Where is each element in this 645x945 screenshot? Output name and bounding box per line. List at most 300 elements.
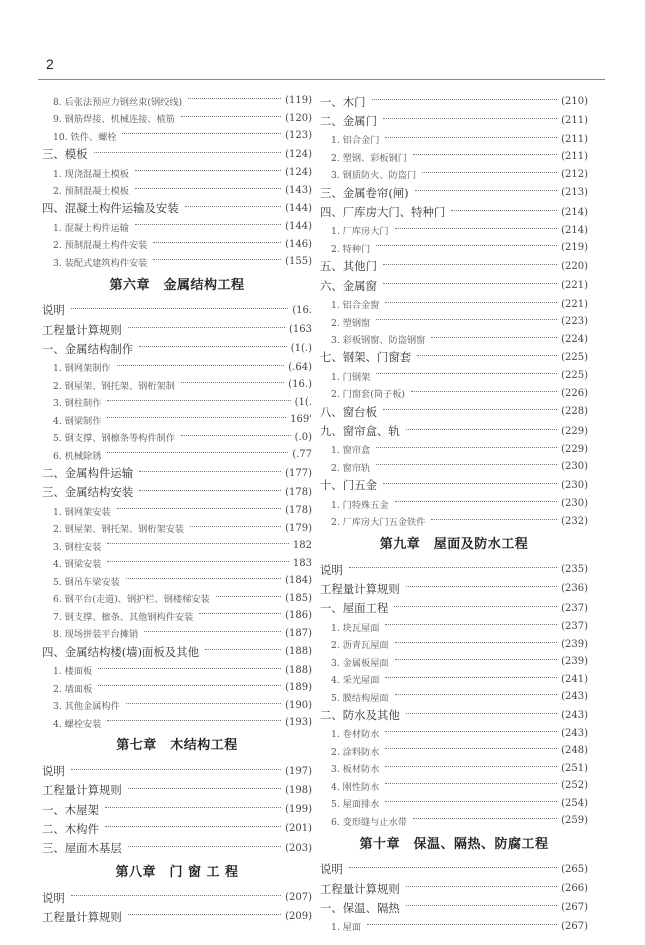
toc-entry-title: 3. 钢质防火、防盗门 <box>331 170 417 182</box>
toc-page-number: (265) <box>561 863 588 875</box>
leader-dots <box>385 731 557 732</box>
leader-dots <box>413 154 557 155</box>
leader-dots <box>406 905 557 906</box>
toc-page-number: (211) <box>561 133 588 145</box>
toc-entry-title: 四、混凝土构件运输及安装 <box>42 201 179 216</box>
toc-subentry[interactable] <box>42 661 312 679</box>
leader-dots <box>144 631 281 632</box>
toc-entry-title: 10. 铁件、螺栓 <box>53 131 117 143</box>
leader-dots <box>415 190 557 191</box>
toc-section-entry[interactable] <box>42 145 312 164</box>
toc-page-number: (230) <box>561 461 588 473</box>
toc-page-number: (251) <box>561 762 588 774</box>
toc-entry-title: 十、门五金 <box>320 478 377 493</box>
toc-entry-title: 1. 块瓦屋面 <box>331 622 380 634</box>
toc-subentry[interactable] <box>42 520 312 538</box>
toc-section-entry[interactable] <box>320 111 588 130</box>
toc-page-number: (207) <box>285 892 312 903</box>
toc-left-column <box>42 92 312 926</box>
toc-section-entry[interactable] <box>42 839 312 858</box>
toc-entry-title: 4. 钢梁安装 <box>53 559 102 571</box>
toc-subentry[interactable] <box>42 92 312 110</box>
toc-subentry[interactable] <box>42 590 312 608</box>
toc-section-entry[interactable] <box>320 202 588 221</box>
chapter-heading: 第八章 门 窗 工 程 <box>115 864 239 880</box>
leader-dots <box>376 464 557 465</box>
leader-dots <box>185 206 281 207</box>
leader-dots <box>376 373 557 374</box>
toc-subentry[interactable] <box>320 166 588 184</box>
toc-entry-title: 四、金属结构楼(墙)面板及其他 <box>42 644 199 659</box>
toc-entry-title: 说明 <box>42 303 65 318</box>
toc-entry-title: 2. 窗帘轨 <box>331 462 371 474</box>
leader-dots <box>181 382 284 383</box>
toc-subentry[interactable] <box>320 441 588 459</box>
toc-page-number: (188) <box>285 646 312 658</box>
toc-page-number: (219) <box>561 242 588 254</box>
leader-dots <box>126 703 281 704</box>
leader-dots <box>376 319 557 320</box>
toc-section-entry[interactable] <box>42 339 312 358</box>
toc-subentry[interactable] <box>320 313 588 331</box>
toc-entry-title: 3. 钢柱安装 <box>53 541 102 553</box>
leader-dots <box>105 807 281 808</box>
toc-entry-title: 2. 预制混凝土构件安装 <box>53 240 148 252</box>
toc-page-number: (214) <box>561 206 588 218</box>
toc-entry-title: 6. 变形缝与止水带 <box>331 816 407 828</box>
toc-page-number: (211) <box>561 151 588 163</box>
toc-page-number: (225) <box>561 351 588 363</box>
toc-page-number: (143) <box>285 184 312 196</box>
toc-right-column <box>320 92 588 935</box>
toc-entry-title: 一、金属结构制作 <box>42 341 134 356</box>
toc-page-number: (212) <box>561 168 588 180</box>
leader-dots <box>117 365 285 366</box>
toc-page-number: (16. <box>292 304 312 316</box>
leader-dots <box>383 118 557 119</box>
toc-entry-title: 一、木屋架 <box>42 802 99 817</box>
toc-subentry[interactable] <box>42 572 312 590</box>
toc-subentry[interactable] <box>42 555 312 573</box>
leader-dots <box>71 769 281 770</box>
toc-page-number: (239) <box>561 656 588 668</box>
toc-page-number: (179) <box>285 522 312 534</box>
toc-section-entry[interactable] <box>42 463 312 482</box>
toc-page-number: (184) <box>285 575 312 587</box>
toc-section-entry[interactable] <box>320 183 588 202</box>
toc-section-entry[interactable] <box>42 483 312 502</box>
toc-entry-title: 3. 板材防水 <box>331 764 380 776</box>
toc-subentry[interactable] <box>320 330 588 348</box>
toc-section-entry[interactable] <box>320 421 588 440</box>
page-number: 2 <box>46 56 54 72</box>
leader-dots <box>385 766 557 767</box>
toc-section-entry[interactable] <box>320 92 588 111</box>
leader-dots <box>199 613 281 614</box>
toc-page-number: 182 <box>292 540 312 552</box>
leader-dots <box>128 327 285 328</box>
leader-dots <box>153 242 281 243</box>
toc-subentry[interactable] <box>320 760 588 778</box>
toc-subentry[interactable] <box>320 670 588 688</box>
chapter-heading: 第六章 金属结构工程 <box>109 277 245 293</box>
leader-dots <box>105 826 281 827</box>
leader-dots <box>385 801 557 802</box>
toc-section-entry[interactable] <box>42 819 312 838</box>
toc-page-number: (228) <box>561 406 588 418</box>
toc-entry-title: 9. 钢筋焊接、机械连接、植筋 <box>53 114 175 126</box>
toc-subentry[interactable] <box>320 812 588 830</box>
toc-subentry[interactable] <box>42 607 312 625</box>
leader-dots <box>367 924 557 925</box>
toc-section-entry[interactable] <box>320 257 588 276</box>
toc-entry-title: 1. 楼面板 <box>53 666 93 678</box>
toc-entry-title: 1. 屋面 <box>331 922 362 934</box>
leader-dots <box>383 264 557 265</box>
toc-entry-title: 1. 窗帘盒 <box>331 445 371 457</box>
toc-entry-title: 3. 彩板钢窗、防盗钢窗 <box>331 335 426 347</box>
toc-entry-title: 八、窗台板 <box>320 404 377 419</box>
toc-page-number: (266) <box>561 883 588 895</box>
toc-subentry[interactable] <box>320 688 588 706</box>
toc-section-entry[interactable] <box>320 879 588 898</box>
leader-dots <box>107 561 288 562</box>
leader-dots <box>107 720 281 721</box>
toc-subentry[interactable] <box>42 411 312 429</box>
leader-dots <box>126 578 281 579</box>
toc-page-number: (224) <box>561 333 588 345</box>
toc-section-entry[interactable] <box>320 348 588 367</box>
toc-entry-title: 1. 铝合金窗 <box>331 300 380 312</box>
leader-dots <box>107 417 286 418</box>
toc-entry-title: 工程量计算规则 <box>42 909 122 924</box>
toc-section-entry[interactable] <box>320 860 588 879</box>
toc-entry-title: 2. 沥青瓦屋面 <box>331 640 389 652</box>
toc-page-number: (254) <box>561 797 588 809</box>
toc-entry-title: 4. 钢梁制作 <box>53 415 102 427</box>
toc-page-number: (.64) <box>288 361 312 373</box>
toc-page-number: (237) <box>561 602 588 614</box>
toc-subentry[interactable] <box>320 795 588 813</box>
toc-entry-title: 8. 现场拼装平台摊销 <box>53 629 139 641</box>
leader-dots <box>413 818 557 819</box>
toc-entry-title: 工程量计算规则 <box>42 322 122 337</box>
toc-entry-title: 工程量计算规则 <box>320 881 400 896</box>
leader-dots <box>181 116 281 117</box>
leader-dots <box>395 228 557 229</box>
leader-dots <box>385 624 557 625</box>
toc-entry-title: 2. 钢屋架、钢托架、钢桁架安装 <box>53 524 185 536</box>
toc-entry-title: 1. 门特殊五金 <box>331 499 389 511</box>
toc-entry-title: 5. 屋面排水 <box>331 799 380 811</box>
toc-subentry[interactable] <box>42 537 312 555</box>
leader-dots <box>153 259 281 260</box>
toc-subentry[interactable] <box>42 502 312 520</box>
leader-dots <box>431 519 557 520</box>
toc-page-number: (178) <box>285 505 312 517</box>
toc-subentry[interactable] <box>42 218 312 236</box>
toc-subentry[interactable] <box>320 618 588 636</box>
toc-entry-title: 1. 铝合金门 <box>331 135 380 147</box>
toc-subentry[interactable] <box>42 253 312 271</box>
toc-page-number: (.0) <box>294 431 312 443</box>
toc-section-entry[interactable] <box>320 402 588 421</box>
toc-entry-title: 8. 后张法预应力钢丝束(钢绞线) <box>53 96 183 108</box>
toc-entry-title: 3. 金属板屋面 <box>331 657 389 669</box>
leader-dots <box>128 914 281 915</box>
toc-page-number: (220) <box>561 260 588 272</box>
leader-dots <box>181 435 291 436</box>
toc-section-entry[interactable] <box>42 800 312 819</box>
toc-page-number: (1(.) <box>290 343 312 355</box>
toc-page-number: (124) <box>285 148 312 160</box>
toc-entry-title: 三、屋面木基层 <box>42 841 122 856</box>
toc-subentry[interactable] <box>320 367 588 385</box>
toc-page-number: (190) <box>285 699 312 711</box>
toc-subentry[interactable] <box>320 742 588 760</box>
leader-dots <box>395 642 557 643</box>
toc-page-number: (187) <box>285 627 312 639</box>
toc-subentry[interactable] <box>320 777 588 795</box>
toc-page-number: (186) <box>285 610 312 622</box>
leader-dots <box>376 245 557 246</box>
toc-entry-title: 4. 刚性防水 <box>331 781 380 793</box>
leader-dots <box>451 210 557 211</box>
leader-dots <box>94 152 282 153</box>
toc-entry-title: 6. 钢平台(走道)、钢护栏、钢楼梯安装 <box>53 594 210 606</box>
toc-entry-title: 4. 螺栓安装 <box>53 718 102 730</box>
leader-dots <box>406 886 557 887</box>
toc-entry-title: 2. 预制混凝土模板 <box>53 186 129 198</box>
toc-subentry[interactable] <box>42 127 312 145</box>
toc-entry-title: 一、保温、隔热 <box>320 900 400 915</box>
toc-subentry[interactable] <box>320 385 588 403</box>
toc-entry-title: 六、金属窗 <box>320 278 377 293</box>
leader-dots <box>128 788 281 789</box>
toc-subentry[interactable] <box>42 714 312 732</box>
toc-subentry[interactable] <box>42 446 312 464</box>
toc-page-number: (189) <box>285 682 312 694</box>
toc-section-entry[interactable] <box>320 599 588 618</box>
toc-page-number: (188) <box>285 664 312 676</box>
toc-page-number: (155) <box>285 256 312 268</box>
toc-page-number: (221) <box>561 280 588 292</box>
toc-page-number: (229) <box>561 425 588 437</box>
toc-page-number: (146) <box>285 238 312 250</box>
toc-page-number: (198) <box>285 784 312 796</box>
toc-page-number: (267) <box>561 902 588 914</box>
toc-entry-title: 说明 <box>42 764 65 779</box>
leader-dots <box>139 490 281 491</box>
leader-dots <box>383 409 557 410</box>
toc-page-number: (229) <box>561 443 588 455</box>
toc-entry-title: 工程量计算规则 <box>320 581 400 596</box>
toc-subentry[interactable] <box>320 458 588 476</box>
toc-section-entry[interactable] <box>320 476 588 495</box>
toc-section-entry[interactable] <box>42 907 312 926</box>
toc-subentry[interactable] <box>42 625 312 643</box>
toc-entry-title: 四、厂库房大门、特种门 <box>320 205 446 220</box>
toc-section-entry[interactable] <box>320 579 588 598</box>
leader-dots <box>383 483 557 484</box>
toc-page-number: (203) <box>285 842 312 854</box>
toc-subentry[interactable] <box>42 236 312 254</box>
toc-page-number: (211) <box>561 115 588 127</box>
toc-section-entry[interactable] <box>42 199 312 218</box>
leader-dots <box>385 677 557 678</box>
toc-entry-title: 5. 钢支撑、钢檩条等构件制作 <box>53 433 175 445</box>
leader-dots <box>107 543 288 544</box>
toc-entry-title: 1. 厂库房大门 <box>331 226 389 238</box>
toc-section-entry[interactable] <box>42 761 312 780</box>
toc-entry-title: 1. 现浇混凝土模板 <box>53 168 129 180</box>
toc-page-number: (225) <box>561 370 588 382</box>
toc-entry-title: 2. 特种门 <box>331 243 371 255</box>
toc-page-number: (1(. <box>294 396 312 408</box>
toc-page-number: (119) <box>285 95 312 107</box>
leader-dots <box>406 586 557 587</box>
toc-section-entry[interactable] <box>320 560 588 579</box>
toc-entry-title: 2. 钢屋架、钢托架、钢桁架制 <box>53 380 175 392</box>
leader-dots <box>188 98 281 99</box>
toc-subentry[interactable] <box>320 918 588 936</box>
toc-entry-title: 4. 采光屋面 <box>331 675 380 687</box>
toc-entry-title: 1. 门钢架 <box>331 371 371 383</box>
leader-dots <box>395 694 557 695</box>
leader-dots <box>385 302 557 303</box>
leader-dots <box>385 783 557 784</box>
toc-entry-title: 7. 钢支撑、檩条、其他钢构件安装 <box>53 611 194 623</box>
toc-page-number: (123) <box>285 130 312 142</box>
toc-subentry[interactable] <box>42 393 312 411</box>
toc-entry-title: 三、金属结构安装 <box>42 485 134 500</box>
toc-page-number: (243) <box>561 727 588 739</box>
toc-page-number: (214) <box>561 224 588 236</box>
toc-section-entry[interactable] <box>320 705 588 724</box>
toc-subentry[interactable] <box>42 110 312 128</box>
toc-subentry[interactable] <box>320 131 588 149</box>
toc-section-entry[interactable] <box>42 888 312 907</box>
leader-dots <box>98 685 281 686</box>
leader-dots <box>139 346 287 347</box>
toc-entry-title: 说明 <box>320 862 343 877</box>
toc-entry-title: 五、其他门 <box>320 259 377 274</box>
toc-subentry[interactable] <box>320 653 588 671</box>
toc-subentry[interactable] <box>320 222 588 240</box>
toc-page-number: (259) <box>561 815 588 827</box>
toc-entry-title: 3. 钢柱制作 <box>53 398 102 410</box>
toc-page-number: (199) <box>285 804 312 816</box>
toc-page-number: (230) <box>561 498 588 510</box>
toc-subentry[interactable] <box>320 295 588 313</box>
toc-subentry[interactable] <box>42 376 312 394</box>
toc-page-number: (221) <box>561 298 588 310</box>
toc-subentry[interactable] <box>320 725 588 743</box>
toc-page-number: (230) <box>561 479 588 491</box>
toc-page-number: (16.) <box>288 379 312 391</box>
toc-entry-title: 二、防水及其他 <box>320 708 400 722</box>
leader-dots <box>190 526 281 527</box>
leader-dots <box>139 471 281 472</box>
toc-page-number: (267) <box>561 920 588 932</box>
toc-page-number: (252) <box>561 780 588 792</box>
leader-dots <box>71 308 288 309</box>
leader-dots <box>349 567 557 568</box>
toc-entry-title: 二、木构件 <box>42 821 99 836</box>
toc-page-number: (243) <box>561 691 588 703</box>
toc-subentry[interactable] <box>42 428 312 446</box>
toc-page-number: (237) <box>561 621 588 633</box>
toc-subentry[interactable] <box>320 148 588 166</box>
toc-entry-title: 二、金属构件运输 <box>42 466 134 481</box>
toc-entry-title: 一、木门 <box>320 94 366 109</box>
toc-subentry[interactable] <box>42 164 312 182</box>
leader-dots <box>406 429 557 430</box>
header-rule <box>38 79 605 80</box>
leader-dots <box>117 508 281 509</box>
toc-section-entry[interactable] <box>42 781 312 800</box>
toc-subentry[interactable] <box>320 512 588 530</box>
toc-page-number: (226) <box>561 387 588 399</box>
toc-section-entry[interactable] <box>320 898 588 917</box>
toc-entry-title: 说明 <box>42 890 65 905</box>
toc-section-entry[interactable] <box>42 301 312 320</box>
toc-subentry[interactable] <box>42 696 312 714</box>
toc-section-entry[interactable] <box>42 320 312 339</box>
leader-dots <box>122 133 281 134</box>
toc-entry-title: 二、金属门 <box>320 113 377 128</box>
toc-page-number: (144) <box>285 202 312 214</box>
toc-page-number: (241) <box>561 673 588 685</box>
toc-subentry[interactable] <box>320 635 588 653</box>
toc-page-number: (213) <box>561 187 588 199</box>
toc-page-number: (163 <box>289 324 312 336</box>
toc-entry-title: 说明 <box>320 562 343 577</box>
toc-page-number: (144) <box>285 221 312 233</box>
toc-page-number: (223) <box>561 316 588 328</box>
leader-dots <box>376 447 557 448</box>
leader-dots <box>205 649 281 650</box>
toc-page-number: (177) <box>285 467 312 479</box>
toc-page-number: (193) <box>285 717 312 729</box>
leader-dots <box>385 748 557 749</box>
toc-subentry[interactable] <box>320 239 588 257</box>
toc-section-entry[interactable] <box>42 642 312 661</box>
toc-entry-title: 1. 混凝土构件运输 <box>53 222 129 234</box>
toc-section-entry[interactable] <box>320 276 588 295</box>
toc-subentry[interactable] <box>42 181 312 199</box>
toc-subentry[interactable] <box>42 358 312 376</box>
leader-dots <box>128 846 281 847</box>
toc-page-number: (235) <box>561 564 588 576</box>
toc-subentry[interactable] <box>320 495 588 513</box>
toc-page-number: 183 <box>292 557 312 569</box>
toc-subentry[interactable] <box>42 679 312 697</box>
leader-dots <box>385 137 557 138</box>
toc-page-number: (.77 <box>292 449 312 461</box>
leader-dots <box>411 391 557 392</box>
toc-entry-title: 1. 钢网架制作 <box>53 363 111 375</box>
toc-page-number: (197) <box>285 765 312 777</box>
toc-entry-title: 三、模板 <box>42 147 88 162</box>
leader-dots <box>422 172 557 173</box>
toc-page-number: (178) <box>285 486 312 498</box>
leader-dots <box>394 606 557 607</box>
toc-page-number: (248) <box>561 745 588 757</box>
toc-entry-title: 2. 涂料防水 <box>331 746 380 758</box>
toc-entry-title: 七、钢架、门窗套 <box>320 350 412 365</box>
toc-page-number: (120) <box>285 112 312 124</box>
